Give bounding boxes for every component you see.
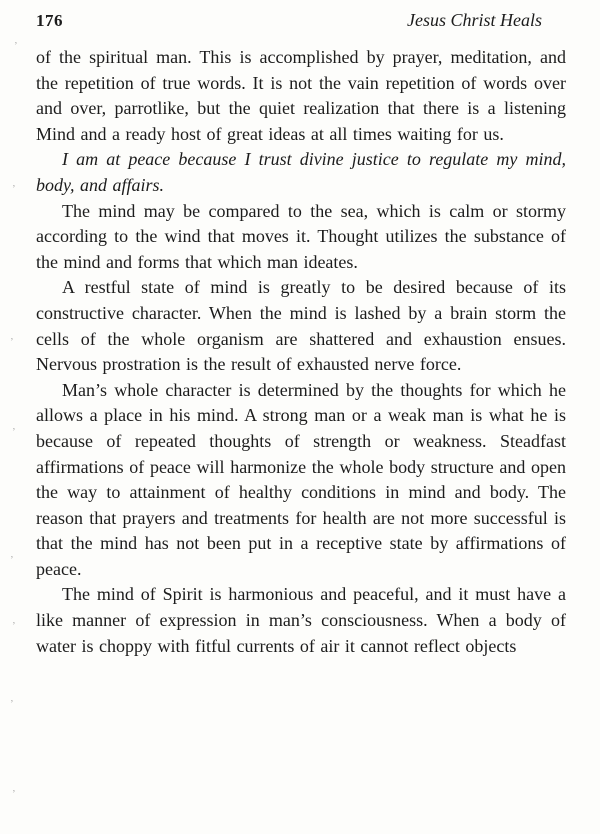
scan-artifact: ’	[12, 788, 16, 800]
running-title: Jesus Christ Heals	[407, 10, 542, 30]
paragraph: of the spiritual man. This is accomplished by prayer, meditation, and the repetition of true words. It is not the vain repetition of words over and over, parrotlike, but the quiet realization that there is a listening Mind and a ready host of great ideas at all times waiting for us.	[36, 47, 566, 144]
scan-artifact: ’	[12, 183, 16, 195]
paragraph: Man’s whole character is determined by the thoughts for which he allows a place in his mind. A strong man or a weak man is what he is because of repeated thoughts of strength or weakness. Steadfast affirmations of peace will harmonize the whole body structure and open the way to attainment of healthy conditions in mind and body. The reason that prayers and treatments for health are not more successful is that the mind has not been put in a receptive state by affirmations of peace.	[36, 379, 566, 579]
scan-artifact: ’	[10, 336, 14, 348]
scan-artifact: ’	[14, 40, 18, 52]
scan-artifact: ’	[12, 620, 16, 632]
page-number: 176	[36, 11, 63, 30]
paragraph: The mind of Spirit is harmonious and peaceful, and it must have a like manner of expression in man’s consciousness. When a body of water is choppy with fitful currents of air it cannot reflect objects	[36, 584, 566, 656]
paragraph: I am at peace because I trust divine justice to regulate my mind, body, and affairs.	[36, 149, 566, 195]
page-header	[36, 10, 566, 31]
page-body	[36, 45, 566, 659]
paragraph: A restful state of mind is greatly to be desired because of its constructive character. When the mind is lashed by a brain storm the cells of the whole organism are shattered and exhaustion ensues. Nervous prostration is the result of exhausted nerve force.	[36, 277, 566, 375]
scan-artifact: ’	[10, 698, 14, 710]
scan-artifact: ’	[12, 426, 16, 438]
scan-artifact: ’	[10, 554, 14, 566]
paragraph: The mind may be compared to the sea, which is calm or stormy according to the wind that moves it. Thought utilizes the substance of the mind and forms that which man ideates.	[36, 200, 566, 272]
